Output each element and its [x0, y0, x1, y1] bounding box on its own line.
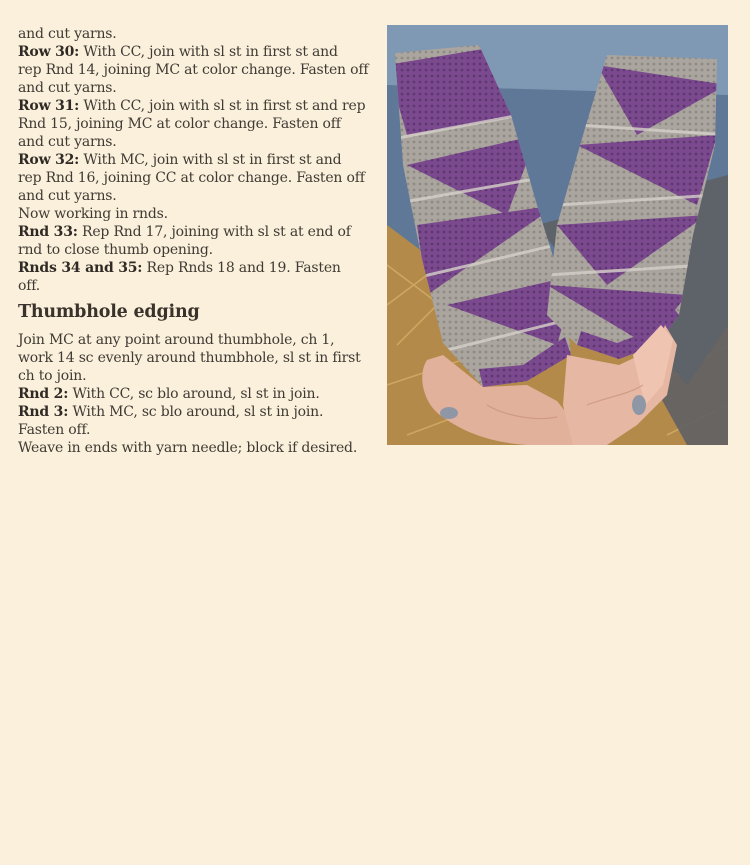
row-30-block [18, 43, 370, 97]
rnds-34-35-text-2: off. [18, 278, 40, 294]
rnd-2-label: Rnd 2: [18, 386, 69, 402]
row-31-label: Row 31: [18, 98, 80, 114]
row-32-text-3: and cut yarns. [18, 188, 117, 204]
finishing-note: Weave in ends with yarn needle; block if desired. [18, 440, 358, 456]
intro-continuation: and cut yarns. [18, 26, 117, 42]
row-32-text-1: With MC, join with sl st in first st and [83, 152, 342, 168]
rnd-2-text: With CC, sc blo around, sl st in join. [72, 386, 320, 402]
rnds-34-35-block [18, 259, 370, 295]
rnd-2-line [18, 385, 370, 403]
rnd-3-text-2: Fasten off. [18, 422, 91, 438]
fingerless-mitts-photo [387, 25, 728, 445]
row-30-label: Row 30: [18, 44, 80, 60]
row-30-text-1: With CC, join with sl st in first st and [83, 44, 338, 60]
rnd-3-text-1: With MC, sc blo around, sl st in join. [72, 404, 324, 420]
row-31-text-1: With CC, join with sl st in first st and rep [83, 98, 366, 114]
rnd-33-text-2: rnd to close thumb opening. [18, 242, 213, 258]
row-30-text-3: and cut yarns. [18, 80, 117, 96]
rnds-34-35-text-1: Rep Rnds 18 and 19. Fasten [146, 260, 341, 276]
row-32-text-2: rep Rnd 16, joining CC at color change. Fasten off [18, 170, 365, 186]
now-working-note: Now working in rnds. [18, 206, 168, 222]
row-31-block [18, 97, 370, 151]
row-32-label: Row 32: [18, 152, 80, 168]
rnd-33-block [18, 223, 370, 259]
thumbhole-intro-1: Join MC at any point around thumbhole, ch 1, [18, 332, 335, 348]
row-32-block [18, 151, 370, 205]
rnd-33-label: Rnd 33: [18, 224, 78, 240]
thumbhole-intro [18, 331, 370, 385]
row-31-text-3: and cut yarns. [18, 134, 117, 150]
rnds-34-35-label: Rnds 34 and 35: [18, 260, 143, 276]
row-31-text-2: Rnd 15, joining MC at color change. Fasten off [18, 116, 341, 132]
row-30-text-2: rep Rnd 14, joining MC at color change. Fasten off [18, 62, 369, 78]
rnd-3-block [18, 403, 370, 439]
rnd-3-label: Rnd 3: [18, 404, 69, 420]
pattern-text-column [18, 25, 370, 457]
thumbhole-intro-2: work 14 sc evenly around thumbhole, sl st in first [18, 350, 361, 366]
thumbhole-heading: Thumbhole edging [18, 302, 200, 322]
rnd-33-text-1: Rep Rnd 17, joining with sl st at end of [82, 224, 351, 240]
thumbhole-intro-3: ch to join. [18, 368, 87, 384]
